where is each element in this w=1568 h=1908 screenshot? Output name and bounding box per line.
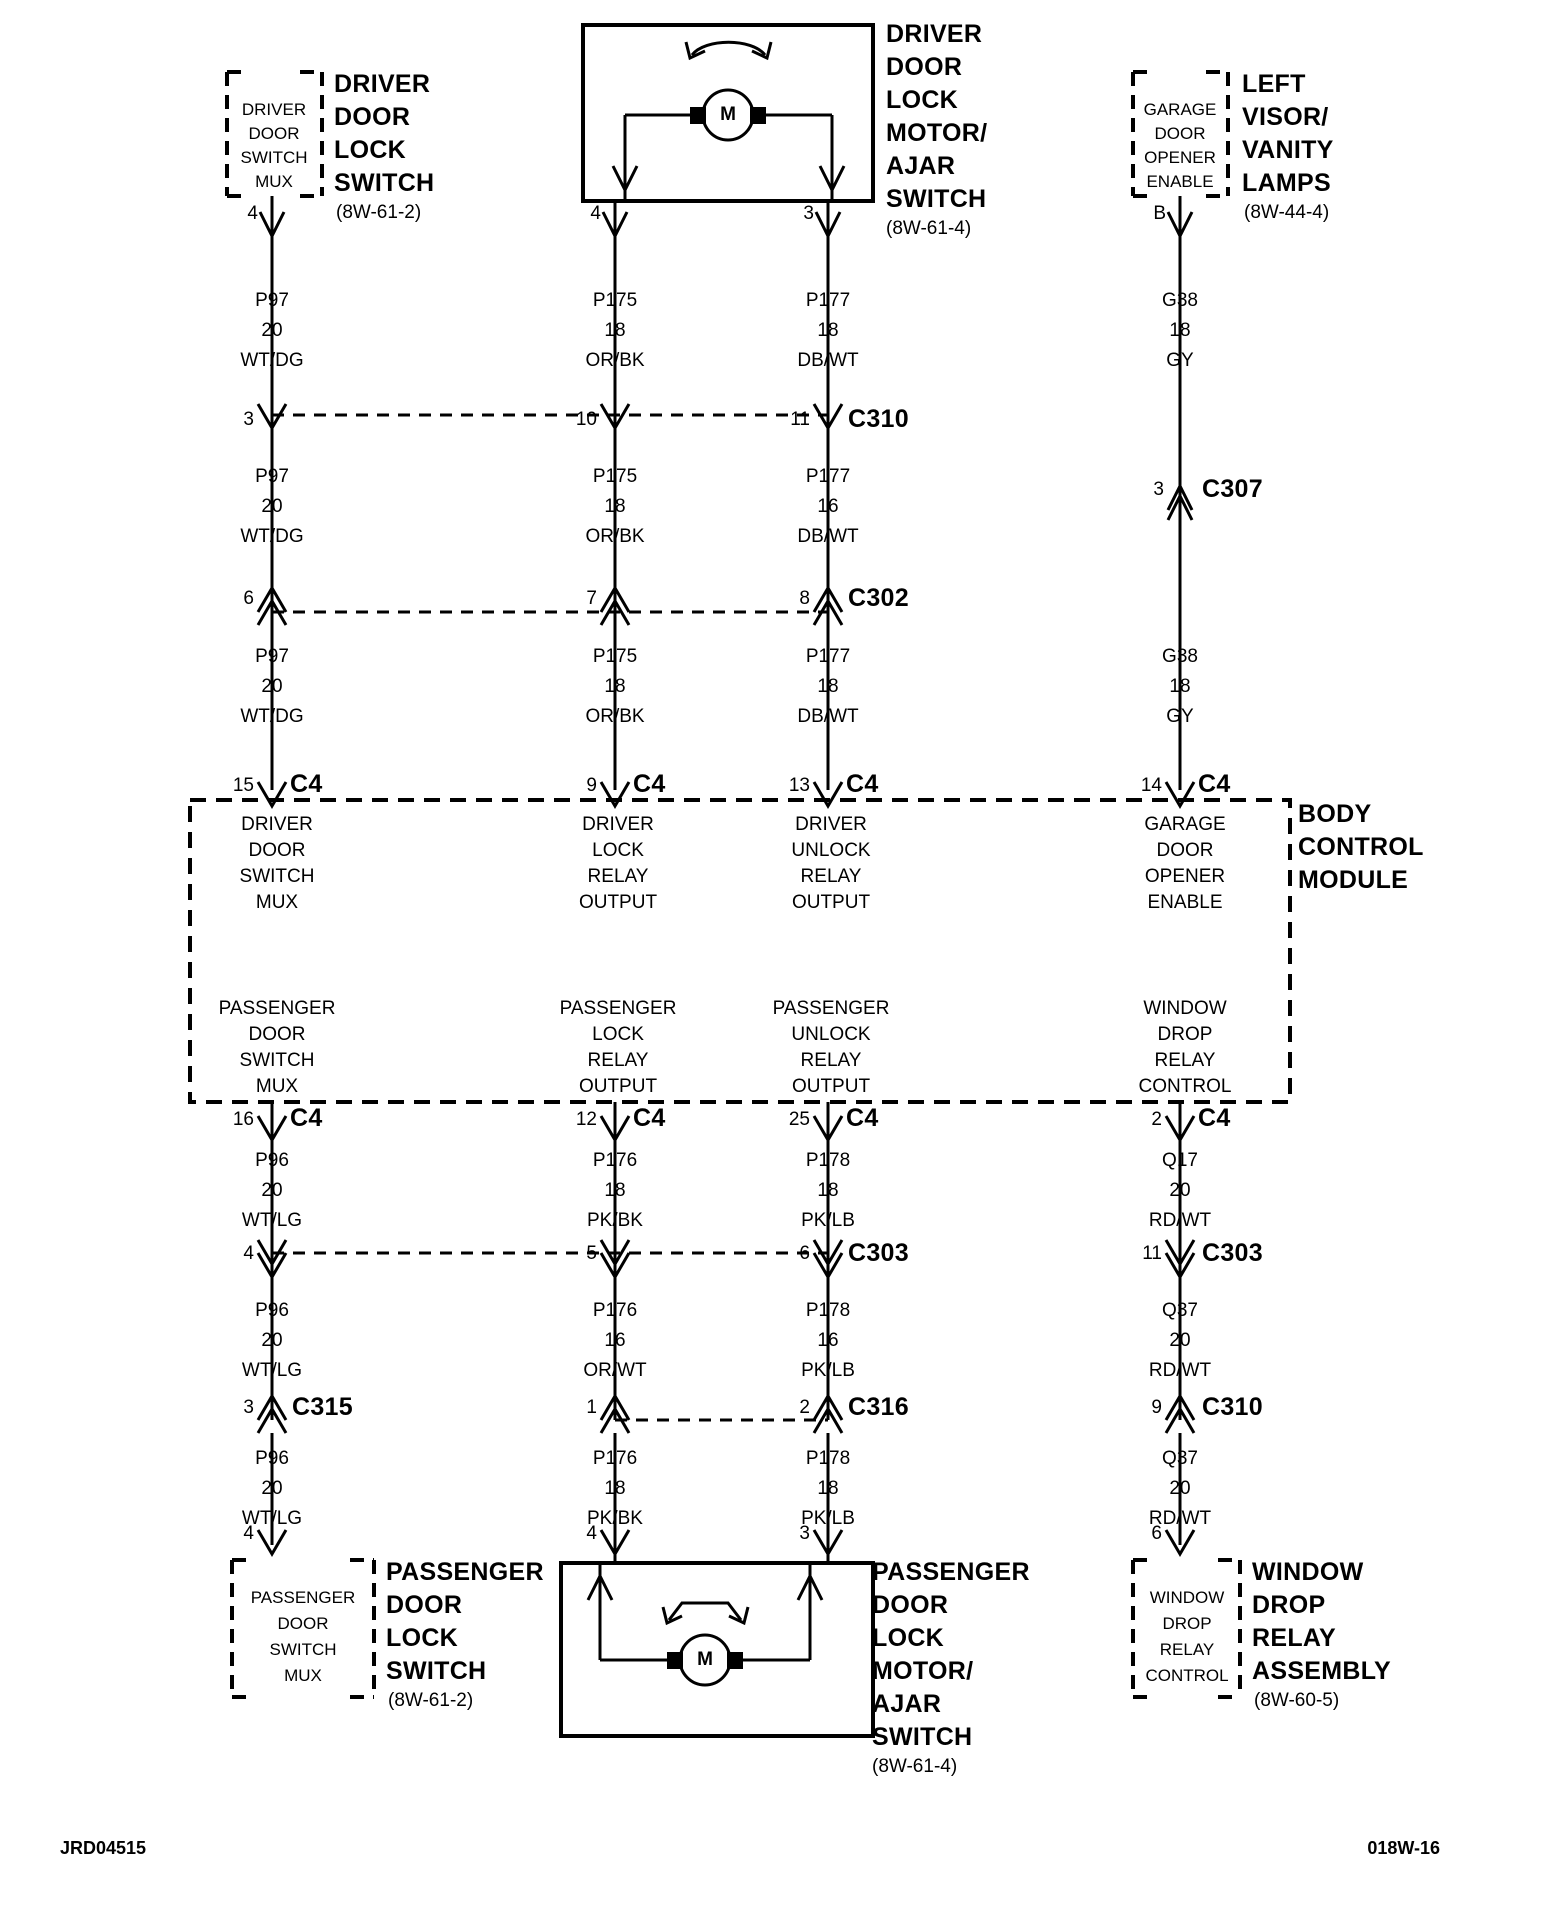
bcm-bot-2-line2: LOCK: [592, 1024, 644, 1045]
c302-pin-3: 8: [799, 588, 810, 609]
driver-motor-pin-left: 4: [590, 203, 601, 224]
passenger-motor-title-4: MOTOR/: [872, 1657, 974, 1685]
lwire-1-1-color: WT/LG: [241, 1210, 303, 1231]
wire-label-1-2-name: P97: [255, 466, 289, 487]
lwire-3-2-name: P178: [805, 1300, 851, 1321]
wire-label-2-2-color: OR/BK: [585, 526, 645, 547]
driver-door-lock-switch-title-2: DOOR: [334, 103, 411, 131]
c302-label: C302: [848, 584, 909, 612]
passenger-switch-title-1: PASSENGER: [386, 1558, 544, 1586]
lwire-2-1-gauge: 18: [604, 1180, 626, 1201]
window-drop-title-4: ASSEMBLY: [1252, 1657, 1392, 1685]
bcm-bot-3-line4: OUTPUT: [791, 1076, 871, 1097]
driver-motor-title-1: DRIVER: [886, 20, 983, 48]
passenger-motor-pin-left: 4: [586, 1523, 597, 1544]
c303-pin-3: 6: [799, 1243, 810, 1264]
lwire-3-1-gauge: 18: [817, 1180, 839, 1201]
window-drop-box-3: RELAY: [1159, 1640, 1215, 1659]
lwire-1-3-gauge: 20: [261, 1478, 283, 1499]
bcm-top-3-line1: DRIVER: [795, 814, 867, 835]
passenger-switch-box-3: SWITCH: [269, 1640, 337, 1659]
c310b-label: C310: [1202, 1393, 1263, 1421]
lwire-2-1-name: P176: [592, 1150, 638, 1171]
bcm-bot-3-line3: RELAY: [800, 1050, 862, 1071]
lwire-1-3-name: P96: [255, 1448, 289, 1469]
lwire-2-2-gauge: 16: [604, 1330, 626, 1351]
passenger-switch-box-1: PASSENGER: [250, 1588, 356, 1607]
wire-label-4-3-gauge: 18: [1169, 676, 1191, 697]
c310-label: C310: [848, 405, 909, 433]
wire-label-3-1-color: DB/WT: [797, 350, 859, 371]
driver-motor-title-2: DOOR: [886, 53, 963, 81]
passenger-switch-title-2: DOOR: [386, 1591, 463, 1619]
bcm-bot-2-line3: RELAY: [587, 1050, 649, 1071]
passenger-motor-title-6: SWITCH: [872, 1723, 973, 1751]
c302-pin-2: 7: [586, 588, 597, 609]
visor-ref: (8W-44-4): [1244, 202, 1330, 223]
bcm-top-1-line1: DRIVER: [241, 814, 313, 835]
wire-label-4-3-color: GY: [1166, 706, 1194, 727]
driver-door-lock-switch-box-label-4: MUX: [255, 172, 293, 191]
wire-label-4-3-name: G38: [1162, 646, 1198, 667]
c310b-pin-1: 9: [1151, 1397, 1162, 1418]
c307-pin-1: 3: [1153, 479, 1164, 500]
bcm-top-pin-3-conn: C4: [846, 770, 879, 798]
wire-label-2-2-name: P175: [592, 466, 638, 487]
lwire-4-3-gauge: 20: [1169, 1478, 1191, 1499]
bcm-bot-1-line3: SWITCH: [239, 1050, 315, 1071]
visor-box-label-1: GARAGE: [1143, 100, 1217, 119]
driver-motor-pin-right: 3: [803, 203, 814, 224]
lwire-3-1-name: P178: [805, 1150, 851, 1171]
c316-pin-1: 1: [586, 1397, 597, 1418]
diagram-id-right: 018W-16: [1367, 1838, 1440, 1858]
wire-label-1-1-color: WT/DG: [240, 350, 304, 371]
passenger-motor-title-5: AJAR: [872, 1690, 942, 1718]
lwire-1-2-name: P96: [255, 1300, 289, 1321]
bcm-top-4-line3: OPENER: [1144, 866, 1226, 887]
driver-motor-label: M: [720, 104, 736, 125]
driver-door-lock-switch-title-3: LOCK: [334, 136, 407, 164]
bcm-top-2-line2: LOCK: [592, 840, 644, 861]
bcm-bot-pin-3-conn: C4: [846, 1104, 879, 1132]
wire-label-3-3-gauge: 18: [817, 676, 839, 697]
c310-pin-1: 3: [243, 409, 254, 430]
lwire-4-2-color: RD/WT: [1148, 1360, 1212, 1381]
bcm-top-pin-4-num: 14: [1140, 775, 1162, 796]
bcm-bot-2-line4: OUTPUT: [578, 1076, 658, 1097]
passenger-motor-title-2: DOOR: [872, 1591, 949, 1619]
c303-label: C303: [848, 1239, 909, 1267]
lwire-4-2-name: Q37: [1162, 1300, 1198, 1321]
lwire-3-2-gauge: 16: [817, 1330, 839, 1351]
lwire-1-3-color: WT/LG: [241, 1508, 303, 1529]
wire-label-2-1-color: OR/BK: [585, 350, 645, 371]
lwire-4-3-name: Q37: [1162, 1448, 1198, 1469]
wire-label-2-3-color: OR/BK: [585, 706, 645, 727]
wire-label-3-1-name: P177: [805, 290, 851, 311]
lwire-3-3-name: P178: [805, 1448, 851, 1469]
passenger-motor-title-3: LOCK: [872, 1624, 945, 1652]
bcm-top-4-line4: ENABLE: [1147, 892, 1223, 913]
bcm-bot-pin-2-conn: C4: [633, 1104, 666, 1132]
window-drop-title-2: DROP: [1252, 1591, 1326, 1619]
wire-label-3-2-color: DB/WT: [797, 526, 859, 547]
lwire-1-1-name: P96: [255, 1150, 289, 1171]
lwire-1-2-gauge: 20: [261, 1330, 283, 1351]
bcm-bot-pin-3-num: 25: [788, 1109, 810, 1130]
bcm-bot-1-line2: DOOR: [248, 1024, 306, 1045]
c310-pin-3: 11: [790, 409, 810, 430]
passenger-switch-box-4: MUX: [284, 1666, 322, 1685]
bcm-top-3-line3: RELAY: [800, 866, 862, 887]
lwire-4-1-color: RD/WT: [1148, 1210, 1212, 1231]
wire-label-3-1-gauge: 18: [817, 320, 839, 341]
bcm-top-4-line2: DOOR: [1156, 840, 1214, 861]
bcm-top-3-line4: OUTPUT: [791, 892, 871, 913]
driver-motor-title-6: SWITCH: [886, 185, 987, 213]
bcm-bot-4-line4: CONTROL: [1138, 1076, 1232, 1097]
driver-door-lock-switch-title-1: DRIVER: [334, 70, 431, 98]
lwire-4-1-name: Q17: [1162, 1150, 1198, 1171]
wire-label-4-1-name: G38: [1162, 290, 1198, 311]
bcm-bot-pin-1-conn: C4: [290, 1104, 323, 1132]
window-drop-box-2: DROP: [1162, 1614, 1212, 1633]
bcm-top-2-line1: DRIVER: [582, 814, 654, 835]
wire-label-2-1-gauge: 18: [604, 320, 626, 341]
driver-door-lock-switch-ref: (8W-61-2): [336, 202, 422, 223]
passenger-switch-ref: (8W-61-2): [388, 1690, 474, 1711]
lwire-4-2-gauge: 20: [1169, 1330, 1191, 1351]
bcm-bot-pin-4-num: 2: [1151, 1109, 1162, 1130]
bcm-top-pin-1-conn: C4: [290, 770, 323, 798]
visor-title-1: LEFT: [1242, 70, 1306, 98]
bcm-top-pin-2-num: 9: [586, 775, 597, 796]
diagram-id-left: JRD04515: [60, 1838, 147, 1858]
wire-label-1-1-name: P97: [255, 290, 289, 311]
wire-label-3-2-gauge: 16: [817, 496, 839, 517]
c307-label: C307: [1202, 475, 1263, 503]
c316-label: C316: [848, 1393, 909, 1421]
c302-pin-1: 6: [243, 588, 254, 609]
visor-box-label-3: OPENER: [1144, 148, 1216, 167]
lwire-2-3-gauge: 18: [604, 1478, 626, 1499]
wire-label-3-3-name: P177: [805, 646, 851, 667]
bcm-top-2-line4: OUTPUT: [578, 892, 658, 913]
wire-label-4-1-gauge: 18: [1169, 320, 1191, 341]
window-drop-box-4: CONTROL: [1145, 1666, 1229, 1685]
c303-pin-2: 5: [586, 1243, 597, 1264]
bcm-top-pin-4-conn: C4: [1198, 770, 1231, 798]
driver-door-lock-switch-box-label-3: SWITCH: [240, 148, 308, 167]
bcm-bot-2-line1: PASSENGER: [559, 998, 677, 1019]
lwire-3-1-color: PK/LB: [801, 1210, 855, 1231]
wire-label-2-3-gauge: 18: [604, 676, 626, 697]
passenger-switch-title-4: SWITCH: [386, 1657, 487, 1685]
bcm-title-2: CONTROL: [1298, 833, 1424, 861]
passenger-switch-title-3: LOCK: [386, 1624, 459, 1652]
wire-label-1-2-gauge: 20: [261, 496, 283, 517]
driver-door-lock-switch-title-4: SWITCH: [334, 169, 435, 197]
bcm-title-3: MODULE: [1298, 866, 1409, 894]
lwire-2-3-color: PK/BK: [587, 1508, 643, 1529]
wire-label-2-1-name: P175: [592, 290, 638, 311]
wire-label-1-3-color: WT/DG: [240, 706, 304, 727]
lwire-2-2-color: OR/WT: [583, 1360, 647, 1381]
wire-label-2-3-name: P175: [592, 646, 638, 667]
wire-label-3-3-color: DB/WT: [797, 706, 859, 727]
bcm-bot-1-line4: MUX: [255, 1076, 299, 1097]
bcm-top-1-line3: SWITCH: [239, 866, 315, 887]
passenger-switch-pin: 4: [243, 1523, 254, 1544]
wire-label-1-1-gauge: 20: [261, 320, 283, 341]
bcm-bot-3-line2: UNLOCK: [791, 1024, 871, 1045]
passenger-motor-title-1: PASSENGER: [872, 1558, 1030, 1586]
lwire-3-3-gauge: 18: [817, 1478, 839, 1499]
passenger-motor-pin-right: 3: [799, 1523, 810, 1544]
driver-door-lock-switch-box-label-2: DOOR: [248, 124, 300, 143]
wire-label-1-2-color: WT/DG: [240, 526, 304, 547]
bcm-top-1-line4: MUX: [255, 892, 299, 913]
lwire-3-3-color: PK/LB: [801, 1508, 855, 1529]
visor-title-3: VANITY: [1242, 136, 1334, 164]
bcm-bot-4-line2: DROP: [1157, 1024, 1213, 1045]
bcm-bot-4-line1: WINDOW: [1143, 998, 1227, 1019]
lwire-4-3-color: RD/WT: [1148, 1508, 1212, 1529]
driver-door-lock-switch-pin: 4: [247, 203, 258, 224]
driver-motor-title-4: MOTOR/: [886, 119, 988, 147]
driver-motor-ref: (8W-61-4): [886, 218, 972, 239]
c303b-label: C303: [1202, 1239, 1263, 1267]
bcm-top-2-line3: RELAY: [587, 866, 649, 887]
passenger-motor-ref: (8W-61-4): [872, 1756, 958, 1777]
lwire-2-2-name: P176: [592, 1300, 638, 1321]
visor-title-4: LAMPS: [1242, 169, 1331, 197]
wire-label-1-3-gauge: 20: [261, 676, 283, 697]
passenger-switch-box-2: DOOR: [277, 1614, 329, 1633]
lwire-1-1-gauge: 20: [261, 1180, 283, 1201]
wire-label-4-1-color: GY: [1166, 350, 1194, 371]
visor-title-2: VISOR/: [1242, 103, 1329, 131]
window-drop-ref: (8W-60-5): [1254, 1690, 1340, 1711]
driver-motor-title-5: AJAR: [886, 152, 956, 180]
bcm-bot-pin-2-num: 12: [575, 1109, 597, 1130]
wire-label-2-2-gauge: 18: [604, 496, 626, 517]
lwire-2-3-name: P176: [592, 1448, 638, 1469]
passenger-motor-label: M: [697, 1649, 713, 1670]
bcm-top-3-line2: UNLOCK: [791, 840, 871, 861]
bcm-bot-4-line3: RELAY: [1154, 1050, 1216, 1071]
visor-pin: B: [1153, 203, 1166, 224]
bcm-bot-pin-1-num: 16: [232, 1109, 254, 1130]
c303b-pin-1: 11: [1142, 1243, 1162, 1264]
driver-door-lock-switch-box-label: DRIVER: [241, 100, 307, 119]
window-drop-title-1: WINDOW: [1252, 1558, 1364, 1586]
visor-box-label-4: ENABLE: [1146, 172, 1214, 191]
bcm-title-1: BODY: [1298, 800, 1372, 828]
window-drop-title-3: RELAY: [1252, 1624, 1336, 1652]
lwire-1-2-color: WT/LG: [241, 1360, 303, 1381]
c303-pin-1: 4: [243, 1243, 254, 1264]
c310-pin-2: 10: [575, 409, 597, 430]
c315-label: C315: [292, 1393, 353, 1421]
bcm-top-pin-2-conn: C4: [633, 770, 666, 798]
window-drop-box-1: WINDOW: [1149, 1588, 1225, 1607]
wire-label-3-2-name: P177: [805, 466, 851, 487]
c315-pin-1: 3: [243, 1397, 254, 1418]
wire-label-1-3-name: P97: [255, 646, 289, 667]
bcm-top-1-line2: DOOR: [248, 840, 306, 861]
window-drop-relay-pin: 6: [1151, 1523, 1162, 1544]
c316-pin-2: 2: [799, 1397, 810, 1418]
lwire-3-2-color: PK/LB: [801, 1360, 855, 1381]
lwire-4-1-gauge: 20: [1169, 1180, 1191, 1201]
bcm-bot-1-line1: PASSENGER: [218, 998, 336, 1019]
driver-motor-title-3: LOCK: [886, 86, 959, 114]
bcm-bot-pin-4-conn: C4: [1198, 1104, 1231, 1132]
visor-box-label-2: DOOR: [1154, 124, 1206, 143]
lwire-2-1-color: PK/BK: [587, 1210, 643, 1231]
bcm-top-4-line1: GARAGE: [1144, 814, 1226, 835]
bcm-bot-3-line1: PASSENGER: [772, 998, 890, 1019]
bcm-top-pin-1-num: 15: [232, 775, 254, 796]
bcm-top-pin-3-num: 13: [788, 775, 810, 796]
